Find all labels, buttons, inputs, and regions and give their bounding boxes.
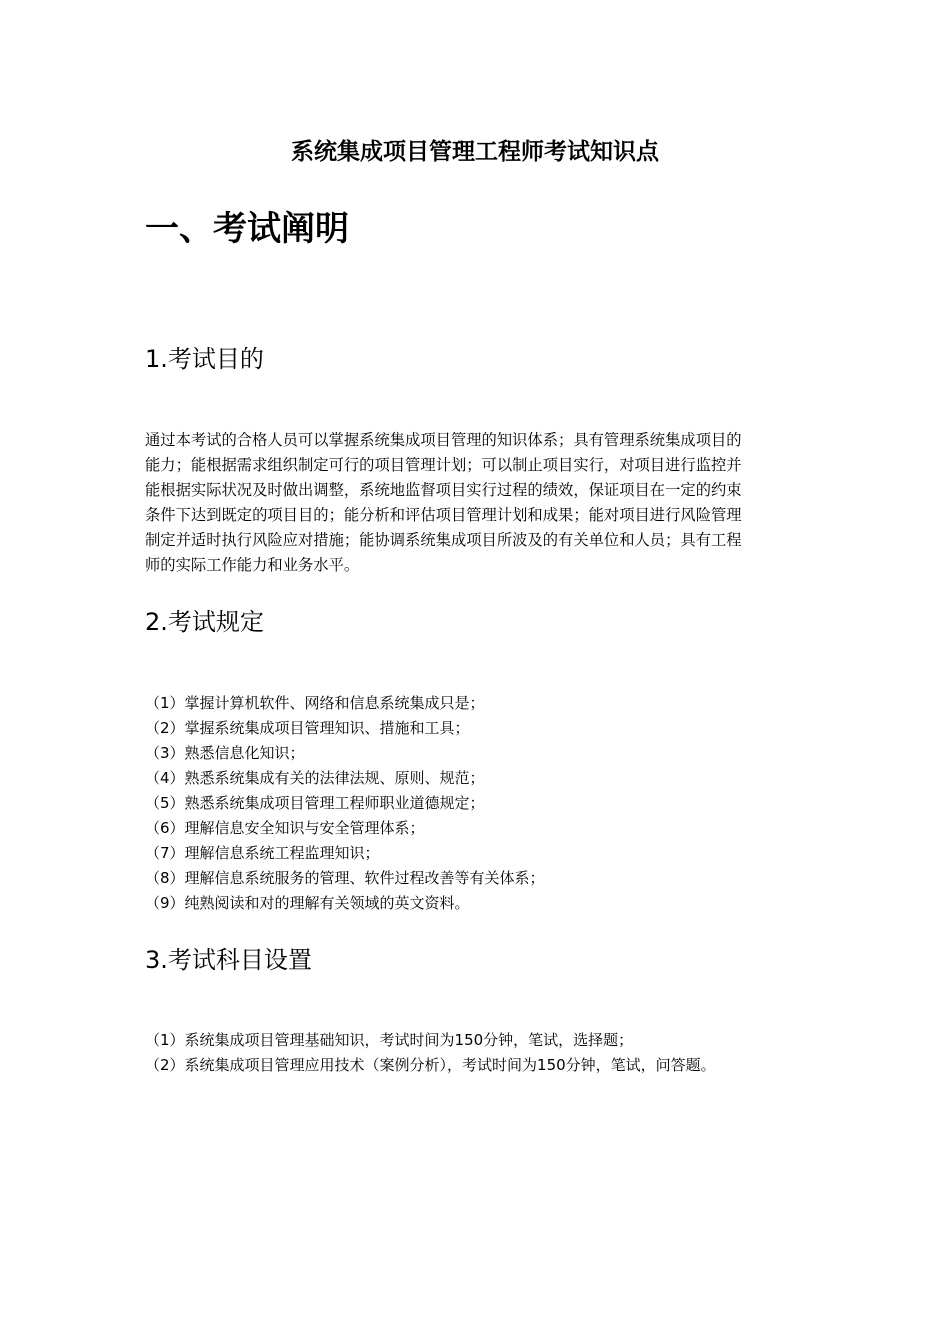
list-item: （2）掌握系统集成项目管理知识、措施和工具； [145, 719, 470, 737]
chapter-heading: 一、考试阐明 [145, 209, 349, 249]
paragraph-line: 师的实际工作能力和业务水平。 [145, 556, 360, 574]
list-item: （3）熟悉信息化知识； [145, 744, 305, 762]
list-item: （5）熟悉系统集成项目管理工程师职业道德规定； [145, 794, 485, 812]
list-item: （4）熟悉系统集成有关的法律法规、原则、规范； [145, 769, 485, 787]
list-item: （6）理解信息安全知识与安全管理体系； [145, 819, 425, 837]
list-item: （1）系统集成项目管理基础知识，考试时间为150分钟，笔试，选择题； [145, 1031, 634, 1049]
section-heading-exam-subjects: 3.考试科目设置 [145, 946, 312, 974]
document-title: 系统集成项目管理工程师考试知识点 [291, 139, 659, 165]
list-item: （1）掌握计算机软件、网络和信息系统集成只是； [145, 694, 485, 712]
list-item: （8）理解信息系统服务的管理、软件过程改善等有关体系； [145, 869, 545, 887]
paragraph-line: 制定并适时执行风险应对措施；能协调系统集成项目所波及的有关单位和人员；具有工程 [145, 531, 742, 549]
list-item: （2）系统集成项目管理应用技术（案例分析），考试时间为150分钟，笔试，问答题。 [145, 1056, 716, 1074]
list-item: （9）纯熟阅读和对的理解有关领域的英文资料。 [145, 894, 470, 912]
paragraph-line: 条件下达到既定的项目目的；能分析和评估项目管理计划和成果；能对项目进行风险管理 [145, 506, 742, 524]
exam-requirements-list [145, 691, 545, 916]
paragraph-line: 能根据实际状况及时做出调整，系统地监督项目实行过程的绩效，保证项目在一定的约束 [145, 481, 742, 499]
list-item: （7）理解信息系统工程监理知识； [145, 844, 380, 862]
paragraph-line: 能力；能根据需求组织制定可行的项目管理计划；可以制止项目实行，对项目进行监控并 [145, 456, 742, 474]
paragraph-line: 通过本考试的合格人员可以掌握系统集成项目管理的知识体系；具有管理系统集成项目的 [145, 431, 742, 449]
section-heading-exam-purpose: 1.考试目的 [145, 345, 264, 373]
section-heading-exam-requirements: 2.考试规定 [145, 608, 264, 636]
exam-purpose-paragraph [145, 428, 807, 578]
exam-subjects-list [145, 1028, 716, 1078]
